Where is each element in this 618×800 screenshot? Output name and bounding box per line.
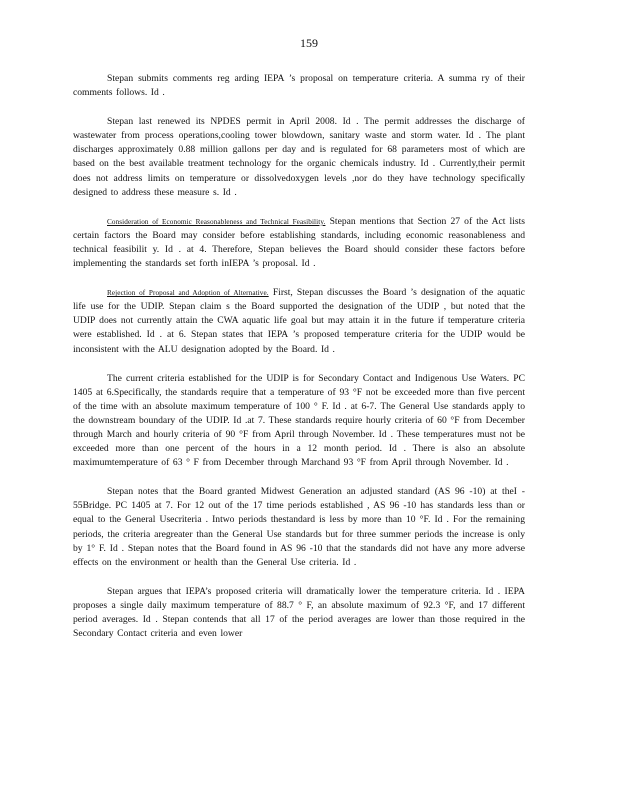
paragraph-stepan-comments: Stepan submits comments reg arding IEPA ’s proposal on temperature criteria. A summa ry of their comments follows. Id . — [73, 73, 525, 99]
paragraph-midwest-generation: Stepan notes that the Board granted Midwest Generation an adjusted standard (AS 96 -10) at theI - 55Bridge. PC 1405 at 7. For 12 out of the 17 time periods established , AS 96 -10 has standards less than or equal to the General Usecriteria . Intwo periods thestandard is less by more than 10 °F. Id . For the remaining periods, the criteria aregreater than the General Use standards but for three summer periods the increase is only by 1° F. Id . Stepan notes that the Board found in AS 96 -10 that the standards did not have any more adverse effects on the environment or health than the General Use criteria. Id . — [73, 486, 525, 568]
page-number: 159 — [300, 36, 318, 50]
paragraph-body: Stepan mentions that Section 27 of the Act lists certain factors the Board may consider before establishing standards, including economic reasonableness and technical feasibilit y. Id . at 4. Therefore, Stepan believes the Board should consider these factors before implementing the standards set forth inIEPA ’s proposal. Id . — [73, 215, 525, 270]
section-heading-rejection-of-proposal: Rejection of Proposal and Adoption of Alternative. — [107, 289, 269, 298]
paragraph-economic-reasonableness — [73, 215, 525, 271]
section-heading-economic-reasonableness: Consideration of Economic Reasonableness and Technical Feasibility. — [107, 217, 326, 226]
paragraph-body: First, Stepan discusses the Board ’s designation of the aquatic life use for the UDIP. Stepan claim s the Board supported the designation of the UDIP , but noted that the UDIP does not currently attain the CWA aquatic life goal but may attain it in the future if temperature criteria were established. Id . at 6. Stepan states that IEPA ’s proposed temperature criteria for the UDIP would be inconsistent with the ALU designation adopted by the Board. Id . — [73, 287, 525, 355]
paragraph-current-criteria: The current criteria established for the UDIP is for Secondary Contact and Indigenous Use Waters. PC 1405 at 6.Specifically, the standards require that a temperature of 93 °F not be exceeded more than five percent of the time with an absolute maximum temperature of 100 ° F. Id . at 6-7. The General Use standards apply to the downstream boundary of the UDIP. Id .at 7. These standards require hourly criteria of 60 °F from December through March and hourly criteria of 90 °F from April through November. Id . These temperatures must not be exceeded more than one percent of the hours in a 12 month period. Id . There is also an absolute maximumtemperature of 63 ° F from December through Marchand 93 °F from April through November. Id . — [73, 372, 525, 469]
paragraph-iepa-proposal: Stepan argues that IEPA’s proposed criteria will dramatically lower the temperature criteria. Id . IEPA proposes a single daily maximum temperature of 88.7 ° F, an absolute maximum of 92.3 °F, and 17 different period averages. Id . Stepan contends that all 17 of the period averages are lower than those required in the Secondary Contact criteria and even lower — [73, 585, 525, 640]
paragraph-rejection-of-proposal — [73, 286, 525, 356]
paragraph-npdes-permit: Stepan last renewed its NPDES permit in April 2008. Id . The permit addresses the discharge of wastewater from process operations,cooling tower blowdown, sanitary waste and storm water. Id . The plant discharges approximately 0.88 million gallons per day and is regulated for 68 parameters most of which are based on the best available treatment technology for the organic chemicals industry. Id . Currently,their permit does not address limits on temperature or dissolvedoxygen levels ,nor do they have technology specifically designed to address these measure s. Id . — [73, 116, 525, 198]
document-body — [73, 72, 525, 656]
